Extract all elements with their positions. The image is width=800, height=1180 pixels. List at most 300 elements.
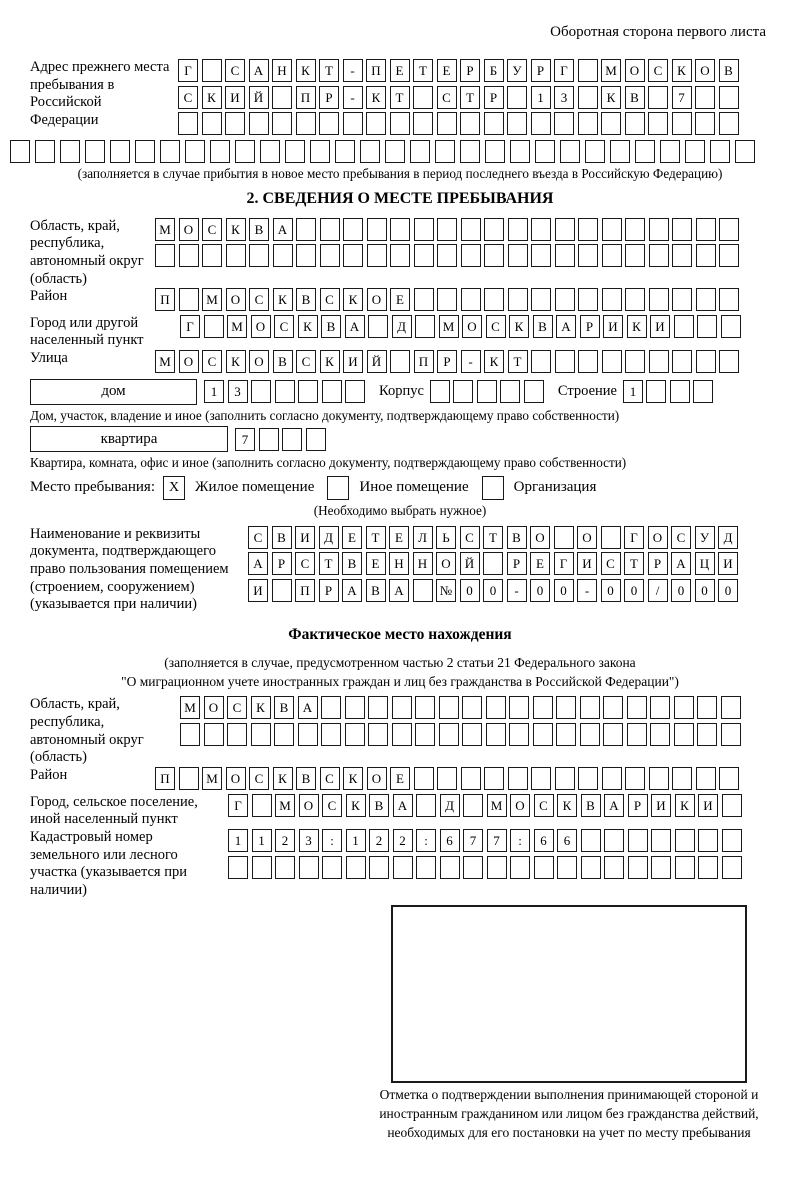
- char-cell[interactable]: [296, 244, 316, 267]
- char-cell[interactable]: Р: [484, 86, 504, 109]
- char-cell[interactable]: [345, 696, 365, 719]
- char-cell[interactable]: Ь: [436, 526, 456, 549]
- char-cell[interactable]: И: [650, 315, 670, 338]
- char-cell[interactable]: Е: [390, 767, 410, 790]
- char-cell[interactable]: О: [299, 794, 319, 817]
- char-cell[interactable]: Й: [367, 350, 387, 373]
- char-cell[interactable]: [437, 244, 457, 267]
- char-cell[interactable]: Г: [554, 59, 574, 82]
- char-cell[interactable]: [460, 140, 480, 163]
- char-cell[interactable]: [437, 112, 457, 135]
- char-cell[interactable]: В: [342, 552, 362, 575]
- char-cell[interactable]: [695, 112, 715, 135]
- char-cell[interactable]: [649, 288, 669, 311]
- char-cell[interactable]: [735, 140, 755, 163]
- char-cell[interactable]: [385, 140, 405, 163]
- char-cell[interactable]: [510, 856, 530, 879]
- char-cell[interactable]: [531, 218, 551, 241]
- char-cell[interactable]: 7: [672, 86, 692, 109]
- char-cell[interactable]: 3: [554, 86, 574, 109]
- char-cell[interactable]: [275, 856, 295, 879]
- char-cell[interactable]: С: [601, 552, 621, 575]
- char-cell[interactable]: Д: [440, 794, 460, 817]
- char-cell[interactable]: [282, 428, 302, 451]
- char-cell[interactable]: -: [343, 59, 363, 82]
- char-cell[interactable]: [185, 140, 205, 163]
- char-cell[interactable]: [697, 723, 717, 746]
- char-cell[interactable]: К: [226, 350, 246, 373]
- char-cell[interactable]: К: [672, 59, 692, 82]
- char-cell[interactable]: [227, 723, 247, 746]
- char-cell[interactable]: 2: [369, 829, 389, 852]
- char-cell[interactable]: С: [320, 288, 340, 311]
- char-cell[interactable]: 0: [460, 579, 480, 602]
- char-cell[interactable]: С: [534, 794, 554, 817]
- char-cell[interactable]: [602, 288, 622, 311]
- char-cell[interactable]: Т: [460, 86, 480, 109]
- char-cell[interactable]: Е: [390, 288, 410, 311]
- char-cell[interactable]: [390, 218, 410, 241]
- char-cell[interactable]: Е: [342, 526, 362, 549]
- char-cell[interactable]: Т: [319, 59, 339, 82]
- char-cell[interactable]: [578, 288, 598, 311]
- char-cell[interactable]: Р: [580, 315, 600, 338]
- char-cell[interactable]: [722, 829, 742, 852]
- char-cell[interactable]: [486, 723, 506, 746]
- char-cell[interactable]: [410, 140, 430, 163]
- char-cell[interactable]: [625, 218, 645, 241]
- char-cell[interactable]: Р: [437, 350, 457, 373]
- char-cell[interactable]: [430, 380, 450, 403]
- char-cell[interactable]: О: [249, 350, 269, 373]
- char-cell[interactable]: [368, 315, 388, 338]
- char-cell[interactable]: [531, 288, 551, 311]
- char-cell[interactable]: [160, 140, 180, 163]
- char-cell[interactable]: Г: [554, 552, 574, 575]
- char-cell[interactable]: [110, 140, 130, 163]
- char-cell[interactable]: [390, 112, 410, 135]
- char-cell[interactable]: [252, 794, 272, 817]
- char-cell[interactable]: О: [179, 218, 199, 241]
- char-cell[interactable]: Е: [389, 526, 409, 549]
- char-cell[interactable]: О: [226, 767, 246, 790]
- char-cell[interactable]: [477, 380, 497, 403]
- char-cell[interactable]: [531, 767, 551, 790]
- char-cell[interactable]: [534, 856, 554, 879]
- char-cell[interactable]: [414, 767, 434, 790]
- char-cell[interactable]: [345, 723, 365, 746]
- char-cell[interactable]: [556, 723, 576, 746]
- char-cell[interactable]: [178, 112, 198, 135]
- apartment-type-field[interactable]: квартира: [30, 426, 228, 452]
- char-cell[interactable]: [335, 140, 355, 163]
- char-cell[interactable]: В: [719, 59, 739, 82]
- char-cell[interactable]: [555, 244, 575, 267]
- char-cell[interactable]: [719, 350, 739, 373]
- char-cell[interactable]: 3: [228, 380, 248, 403]
- char-cell[interactable]: [507, 86, 527, 109]
- char-cell[interactable]: К: [509, 315, 529, 338]
- char-cell[interactable]: [484, 244, 504, 267]
- char-cell[interactable]: [414, 218, 434, 241]
- char-cell[interactable]: [672, 350, 692, 373]
- char-cell[interactable]: [533, 723, 553, 746]
- char-cell[interactable]: [601, 112, 621, 135]
- char-cell[interactable]: [531, 350, 551, 373]
- char-cell[interactable]: [721, 315, 741, 338]
- char-cell[interactable]: О: [367, 767, 387, 790]
- char-cell[interactable]: [319, 112, 339, 135]
- char-cell[interactable]: 1: [346, 829, 366, 852]
- char-cell[interactable]: К: [557, 794, 577, 817]
- char-cell[interactable]: [648, 112, 668, 135]
- char-cell[interactable]: П: [366, 59, 386, 82]
- char-cell[interactable]: [346, 856, 366, 879]
- char-cell[interactable]: 2: [393, 829, 413, 852]
- char-cell[interactable]: №: [436, 579, 456, 602]
- char-cell[interactable]: В: [369, 794, 389, 817]
- char-cell[interactable]: [697, 696, 717, 719]
- char-cell[interactable]: [462, 723, 482, 746]
- char-cell[interactable]: Т: [483, 526, 503, 549]
- char-cell[interactable]: [274, 723, 294, 746]
- char-cell[interactable]: [413, 579, 433, 602]
- char-cell[interactable]: :: [416, 829, 436, 852]
- char-cell[interactable]: Р: [319, 86, 339, 109]
- checkbox-organizatsiya[interactable]: [482, 476, 504, 500]
- char-cell[interactable]: [415, 723, 435, 746]
- char-cell[interactable]: [275, 380, 295, 403]
- char-cell[interactable]: В: [274, 696, 294, 719]
- char-cell[interactable]: -: [461, 350, 481, 373]
- char-cell[interactable]: Е: [530, 552, 550, 575]
- char-cell[interactable]: О: [251, 315, 271, 338]
- char-cell[interactable]: [463, 794, 483, 817]
- char-cell[interactable]: Т: [366, 526, 386, 549]
- char-cell[interactable]: [485, 140, 505, 163]
- char-cell[interactable]: О: [695, 59, 715, 82]
- char-cell[interactable]: [367, 218, 387, 241]
- char-cell[interactable]: 1: [228, 829, 248, 852]
- char-cell[interactable]: [560, 140, 580, 163]
- char-cell[interactable]: 0: [483, 579, 503, 602]
- char-cell[interactable]: Й: [460, 552, 480, 575]
- char-cell[interactable]: [650, 723, 670, 746]
- char-cell[interactable]: 7: [235, 428, 255, 451]
- char-cell[interactable]: [672, 218, 692, 241]
- char-cell[interactable]: [392, 723, 412, 746]
- char-cell[interactable]: [524, 380, 544, 403]
- char-cell[interactable]: [602, 350, 622, 373]
- char-cell[interactable]: [672, 244, 692, 267]
- char-cell[interactable]: [696, 767, 716, 790]
- char-cell[interactable]: [440, 856, 460, 879]
- char-cell[interactable]: [484, 288, 504, 311]
- char-cell[interactable]: И: [718, 552, 738, 575]
- char-cell[interactable]: 3: [299, 829, 319, 852]
- char-cell[interactable]: [719, 767, 739, 790]
- char-cell[interactable]: [439, 723, 459, 746]
- char-cell[interactable]: О: [530, 526, 550, 549]
- char-cell[interactable]: [578, 59, 598, 82]
- char-cell[interactable]: [578, 86, 598, 109]
- char-cell[interactable]: [272, 579, 292, 602]
- char-cell[interactable]: Н: [272, 59, 292, 82]
- char-cell[interactable]: И: [698, 794, 718, 817]
- char-cell[interactable]: [500, 380, 520, 403]
- char-cell[interactable]: [674, 696, 694, 719]
- char-cell[interactable]: [603, 723, 623, 746]
- char-cell[interactable]: [670, 380, 690, 403]
- char-cell[interactable]: С: [202, 350, 222, 373]
- char-cell[interactable]: [484, 112, 504, 135]
- char-cell[interactable]: А: [298, 696, 318, 719]
- char-cell[interactable]: [625, 288, 645, 311]
- char-cell[interactable]: [719, 112, 739, 135]
- char-cell[interactable]: О: [436, 552, 456, 575]
- char-cell[interactable]: В: [321, 315, 341, 338]
- char-cell[interactable]: [437, 767, 457, 790]
- char-cell[interactable]: Н: [413, 552, 433, 575]
- char-cell[interactable]: А: [393, 794, 413, 817]
- char-cell[interactable]: В: [249, 218, 269, 241]
- char-cell[interactable]: С: [178, 86, 198, 109]
- char-cell[interactable]: :: [510, 829, 530, 852]
- char-cell[interactable]: О: [204, 696, 224, 719]
- char-cell[interactable]: Р: [531, 59, 551, 82]
- char-cell[interactable]: [343, 244, 363, 267]
- char-cell[interactable]: [672, 767, 692, 790]
- char-cell[interactable]: [721, 723, 741, 746]
- char-cell[interactable]: [228, 856, 248, 879]
- char-cell[interactable]: 6: [534, 829, 554, 852]
- char-cell[interactable]: [179, 244, 199, 267]
- char-cell[interactable]: [649, 350, 669, 373]
- char-cell[interactable]: [578, 112, 598, 135]
- char-cell[interactable]: 1: [252, 829, 272, 852]
- char-cell[interactable]: [322, 856, 342, 879]
- char-cell[interactable]: [390, 244, 410, 267]
- char-cell[interactable]: [508, 218, 528, 241]
- char-cell[interactable]: [650, 696, 670, 719]
- char-cell[interactable]: П: [296, 86, 316, 109]
- char-cell[interactable]: [392, 696, 412, 719]
- char-cell[interactable]: В: [625, 86, 645, 109]
- char-cell[interactable]: 0: [671, 579, 691, 602]
- char-cell[interactable]: О: [625, 59, 645, 82]
- char-cell[interactable]: [649, 767, 669, 790]
- char-cell[interactable]: [651, 856, 671, 879]
- char-cell[interactable]: [416, 856, 436, 879]
- char-cell[interactable]: [414, 288, 434, 311]
- char-cell[interactable]: В: [366, 579, 386, 602]
- char-cell[interactable]: [204, 315, 224, 338]
- char-cell[interactable]: 0: [718, 579, 738, 602]
- char-cell[interactable]: А: [389, 579, 409, 602]
- char-cell[interactable]: О: [510, 794, 530, 817]
- char-cell[interactable]: С: [225, 59, 245, 82]
- char-cell[interactable]: 7: [463, 829, 483, 852]
- char-cell[interactable]: М: [487, 794, 507, 817]
- char-cell[interactable]: В: [273, 350, 293, 373]
- char-cell[interactable]: И: [343, 350, 363, 373]
- char-cell[interactable]: [675, 856, 695, 879]
- char-cell[interactable]: [259, 428, 279, 451]
- char-cell[interactable]: П: [295, 579, 315, 602]
- char-cell[interactable]: Г: [228, 794, 248, 817]
- char-cell[interactable]: С: [460, 526, 480, 549]
- char-cell[interactable]: С: [274, 315, 294, 338]
- char-cell[interactable]: [696, 288, 716, 311]
- char-cell[interactable]: [273, 244, 293, 267]
- char-cell[interactable]: С: [249, 288, 269, 311]
- char-cell[interactable]: [272, 112, 292, 135]
- char-cell[interactable]: И: [295, 526, 315, 549]
- char-cell[interactable]: С: [248, 526, 268, 549]
- char-cell[interactable]: М: [202, 288, 222, 311]
- char-cell[interactable]: [299, 856, 319, 879]
- char-cell[interactable]: [508, 288, 528, 311]
- char-cell[interactable]: [251, 380, 271, 403]
- char-cell[interactable]: [306, 428, 326, 451]
- char-cell[interactable]: /: [648, 579, 668, 602]
- char-cell[interactable]: [719, 288, 739, 311]
- char-cell[interactable]: [603, 696, 623, 719]
- char-cell[interactable]: [487, 856, 507, 879]
- char-cell[interactable]: [531, 244, 551, 267]
- char-cell[interactable]: В: [533, 315, 553, 338]
- char-cell[interactable]: В: [296, 767, 316, 790]
- char-cell[interactable]: В: [581, 794, 601, 817]
- char-cell[interactable]: [251, 723, 271, 746]
- char-cell[interactable]: [483, 552, 503, 575]
- char-cell[interactable]: [719, 218, 739, 241]
- char-cell[interactable]: [393, 856, 413, 879]
- char-cell[interactable]: [578, 767, 598, 790]
- char-cell[interactable]: [646, 380, 666, 403]
- char-cell[interactable]: 1: [623, 380, 643, 403]
- char-cell[interactable]: [368, 696, 388, 719]
- char-cell[interactable]: К: [343, 767, 363, 790]
- char-cell[interactable]: А: [342, 579, 362, 602]
- char-cell[interactable]: А: [273, 218, 293, 241]
- char-cell[interactable]: К: [343, 288, 363, 311]
- char-cell[interactable]: Т: [624, 552, 644, 575]
- char-cell[interactable]: [453, 380, 473, 403]
- char-cell[interactable]: [710, 140, 730, 163]
- char-cell[interactable]: [535, 140, 555, 163]
- char-cell[interactable]: Н: [389, 552, 409, 575]
- char-cell[interactable]: [625, 350, 645, 373]
- char-cell[interactable]: [625, 767, 645, 790]
- char-cell[interactable]: С: [671, 526, 691, 549]
- char-cell[interactable]: К: [366, 86, 386, 109]
- char-cell[interactable]: [202, 244, 222, 267]
- char-cell[interactable]: К: [484, 350, 504, 373]
- char-cell[interactable]: М: [180, 696, 200, 719]
- char-cell[interactable]: [601, 526, 621, 549]
- char-cell[interactable]: С: [320, 767, 340, 790]
- char-cell[interactable]: А: [345, 315, 365, 338]
- char-cell[interactable]: В: [272, 526, 292, 549]
- char-cell[interactable]: [484, 218, 504, 241]
- char-cell[interactable]: [272, 86, 292, 109]
- char-cell[interactable]: [604, 829, 624, 852]
- char-cell[interactable]: [508, 244, 528, 267]
- char-cell[interactable]: [321, 696, 341, 719]
- char-cell[interactable]: В: [507, 526, 527, 549]
- char-cell[interactable]: [179, 767, 199, 790]
- char-cell[interactable]: [719, 244, 739, 267]
- char-cell[interactable]: С: [648, 59, 668, 82]
- char-cell[interactable]: [320, 218, 340, 241]
- char-cell[interactable]: [648, 86, 668, 109]
- char-cell[interactable]: [461, 767, 481, 790]
- char-cell[interactable]: [460, 112, 480, 135]
- char-cell[interactable]: П: [155, 767, 175, 790]
- char-cell[interactable]: -: [507, 579, 527, 602]
- char-cell[interactable]: :: [322, 829, 342, 852]
- char-cell[interactable]: 6: [440, 829, 460, 852]
- char-cell[interactable]: [298, 723, 318, 746]
- char-cell[interactable]: [360, 140, 380, 163]
- char-cell[interactable]: [202, 59, 222, 82]
- char-cell[interactable]: [580, 723, 600, 746]
- char-cell[interactable]: В: [296, 288, 316, 311]
- char-cell[interactable]: [604, 856, 624, 879]
- char-cell[interactable]: [672, 288, 692, 311]
- char-cell[interactable]: [320, 244, 340, 267]
- char-cell[interactable]: [602, 218, 622, 241]
- char-cell[interactable]: [675, 829, 695, 852]
- char-cell[interactable]: А: [249, 59, 269, 82]
- char-cell[interactable]: Е: [437, 59, 457, 82]
- char-cell[interactable]: [461, 288, 481, 311]
- char-cell[interactable]: Б: [484, 59, 504, 82]
- char-cell[interactable]: Р: [507, 552, 527, 575]
- char-cell[interactable]: [627, 723, 647, 746]
- char-cell[interactable]: С: [437, 86, 457, 109]
- char-cell[interactable]: У: [507, 59, 527, 82]
- char-cell[interactable]: Й: [249, 86, 269, 109]
- char-cell[interactable]: [415, 696, 435, 719]
- char-cell[interactable]: Г: [178, 59, 198, 82]
- char-cell[interactable]: С: [322, 794, 342, 817]
- char-cell[interactable]: [722, 856, 742, 879]
- char-cell[interactable]: [674, 723, 694, 746]
- char-cell[interactable]: [439, 696, 459, 719]
- char-cell[interactable]: [179, 288, 199, 311]
- char-cell[interactable]: 1: [531, 86, 551, 109]
- char-cell[interactable]: [581, 856, 601, 879]
- char-cell[interactable]: О: [577, 526, 597, 549]
- char-cell[interactable]: [60, 140, 80, 163]
- char-cell[interactable]: [155, 244, 175, 267]
- char-cell[interactable]: [672, 112, 692, 135]
- char-cell[interactable]: [415, 315, 435, 338]
- char-cell[interactable]: [696, 244, 716, 267]
- char-cell[interactable]: К: [273, 767, 293, 790]
- char-cell[interactable]: [296, 112, 316, 135]
- char-cell[interactable]: [722, 794, 742, 817]
- char-cell[interactable]: М: [439, 315, 459, 338]
- checkbox-zhiloe-pomeshchenie[interactable]: X: [163, 476, 185, 500]
- char-cell[interactable]: С: [227, 696, 247, 719]
- char-cell[interactable]: [555, 767, 575, 790]
- char-cell[interactable]: [461, 218, 481, 241]
- char-cell[interactable]: [696, 218, 716, 241]
- char-cell[interactable]: [296, 218, 316, 241]
